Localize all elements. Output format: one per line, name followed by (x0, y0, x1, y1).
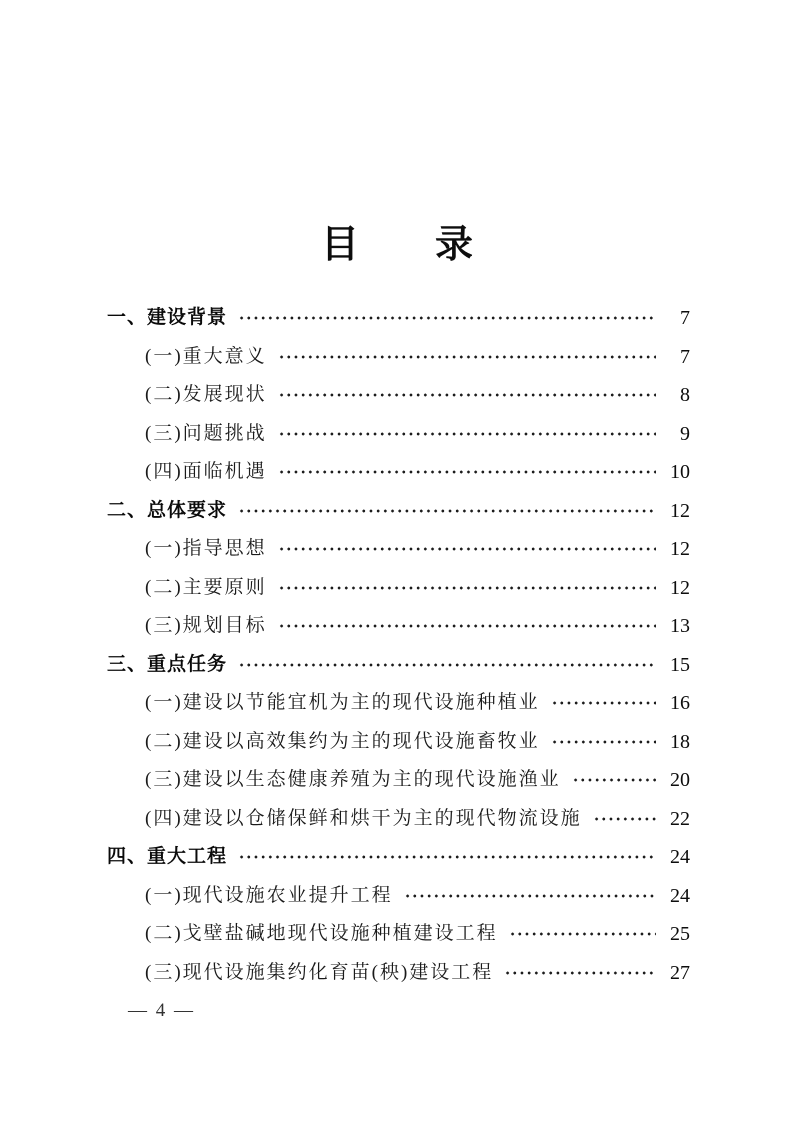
toc-entry (107, 915, 690, 954)
toc-entry (107, 684, 690, 723)
toc-dot-leader (278, 530, 656, 569)
toc-dot-leader (278, 569, 656, 608)
toc-dot-leader (238, 646, 656, 685)
toc-entry-page: 9 (680, 422, 690, 445)
toc-entry-label: (二)发展现状 (145, 384, 267, 405)
toc-entry-label: (四)建设以仓储保鲜和烘干为主的现代物流设施 (145, 807, 582, 829)
toc-entry-label: 四、重大工程 (107, 846, 228, 867)
toc-entry (107, 723, 690, 762)
page-footer (128, 1000, 195, 1022)
toc-entry (107, 838, 690, 877)
toc-entry (107, 415, 690, 454)
toc-dot-leader (509, 915, 656, 954)
page-title: 目 录 (320, 224, 473, 266)
toc-dot-leader (278, 415, 656, 454)
toc-dot-leader (278, 607, 656, 646)
toc-entry-label: 一、建设背景 (107, 307, 228, 328)
toc-entry (107, 492, 690, 531)
toc-dot-leader (238, 838, 656, 877)
toc-entry (107, 761, 690, 800)
toc-dot-leader (551, 723, 656, 762)
toc-entry-page: 8 (680, 384, 690, 406)
toc-entry (107, 530, 690, 569)
toc-entry-page: 20 (670, 769, 690, 791)
toc-entry-label: (三)问题挑战 (145, 422, 267, 444)
toc-entry (107, 569, 690, 608)
toc-entry-label: (二)建设以高效集约为主的现代设施畜牧业 (145, 730, 540, 752)
toc-entry-page: 12 (670, 538, 690, 560)
toc-entry-page: 7 (680, 307, 690, 329)
toc-entry-page: 12 (670, 499, 690, 522)
toc-entry-page: 12 (670, 576, 690, 599)
toc-entry-label: (四)面临机遇 (145, 461, 267, 482)
toc-dot-leader (504, 954, 656, 993)
toc-entry (107, 800, 690, 839)
toc-entry-label: (三)建设以生态健康养殖为主的现代设施渔业 (145, 769, 561, 790)
toc-entry-page: 24 (670, 846, 690, 868)
toc-entry-page: 7 (680, 345, 690, 368)
toc-entry (107, 299, 690, 338)
toc-dot-leader (238, 299, 656, 338)
toc-entry-page: 27 (670, 961, 690, 984)
footer-page-number: — 4 — (128, 1000, 195, 1021)
toc-entry-label: (三)现代设施集约化育苗(秧)建设工程 (145, 961, 494, 983)
toc-entry (107, 877, 690, 916)
toc-entry-label: (三)规划目标 (145, 615, 267, 636)
toc-list (107, 299, 690, 992)
toc-dot-leader (404, 877, 656, 916)
toc-dot-leader (278, 376, 656, 415)
toc-entry-label: 二、总体要求 (107, 499, 228, 521)
toc-entry-label: 三、重点任务 (107, 653, 228, 675)
toc-entry-label: (一)指导思想 (145, 538, 267, 559)
toc-entry-label: (一)现代设施农业提升工程 (145, 884, 393, 906)
toc-entry-page: 10 (670, 461, 690, 483)
toc-entry (107, 607, 690, 646)
toc-entry-page: 16 (670, 692, 690, 714)
toc-entry (107, 646, 690, 685)
toc-entry-page: 18 (670, 730, 690, 753)
toc-entry-page: 13 (670, 615, 690, 637)
toc-dot-leader (551, 684, 656, 723)
toc-entry-page: 25 (670, 923, 690, 945)
toc-entry-page: 15 (670, 653, 690, 676)
toc-entry-label: (二)戈壁盐碱地现代设施种植建设工程 (145, 923, 498, 944)
toc-entry (107, 954, 690, 993)
toc-dot-leader (593, 800, 656, 839)
toc-dot-leader (278, 453, 656, 492)
toc-entry (107, 376, 690, 415)
toc-dot-leader (238, 492, 656, 531)
toc-dot-leader (278, 338, 656, 377)
toc-entry-page: 24 (670, 884, 690, 907)
toc-entry-label: (一)建设以节能宜机为主的现代设施种植业 (145, 692, 540, 713)
toc-entry-page: 22 (670, 807, 690, 830)
toc-entry-label: (一)重大意义 (145, 345, 267, 367)
toc-entry-label: (二)主要原则 (145, 576, 267, 598)
toc-entry (107, 453, 690, 492)
toc-dot-leader (572, 761, 656, 800)
toc-entry (107, 338, 690, 377)
